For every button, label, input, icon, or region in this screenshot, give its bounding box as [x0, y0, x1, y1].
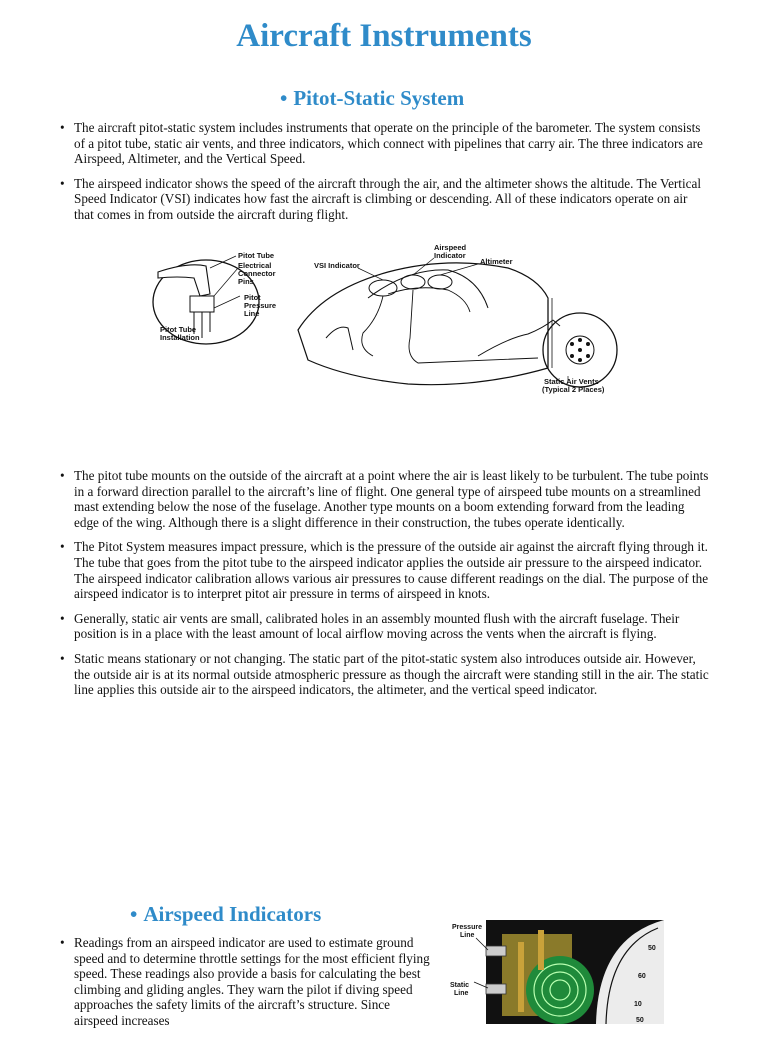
label-static-line-2: Line [454, 990, 469, 997]
section-heading-text: Airspeed Indicators [143, 902, 322, 926]
label-installation-1: Pitot Tube [160, 325, 197, 334]
dial-number: 10 [634, 1001, 642, 1008]
pressure-port [486, 946, 506, 956]
dial-number: 50 [636, 1017, 644, 1024]
bullet-item: • The airspeed indicator shows the speed of the aircraft through the air, and the altimeter shows the altitude. The Vertical Speed Indicator (VSI) indicates how fast the aircraft is climbing or descending. All of these indicators operate on air that comes in from outside the aircraft during flight. [60, 176, 710, 223]
label-electrical-3: Pins [238, 277, 254, 286]
bullet-item: • Readings from an airspeed indicator are used to estimate ground speed and to determine throttle settings for the most efficient flying speed. These readings also provide a basis for calculating the best climbing and gliding angles. They warn the pilot if diving speed approaches the safety limits of the aircraft’s structure. Since airspeed increases [60, 935, 430, 1029]
pitot-static-diagram [148, 238, 628, 406]
airspeed-indicator-diagram [448, 918, 668, 1024]
pitot-tube-shape [158, 265, 210, 296]
connector-block [190, 296, 214, 312]
label-altimeter: Altimeter [480, 257, 513, 266]
label-vsi: VSI Indicator [314, 261, 360, 270]
pitot-static-more-bullets [60, 468, 710, 707]
label-electrical-2: Connector [238, 269, 276, 278]
fuselage-outline [298, 263, 548, 385]
label-static-vents-2: (Typical 2 Places) [542, 385, 605, 394]
altimeter-gauge [428, 275, 452, 289]
section-heading-airspeed [130, 902, 321, 927]
label-pressure-line-2: Line [460, 932, 475, 939]
section-heading-text: Pitot-Static System [293, 86, 465, 110]
dial-number: 50 [648, 945, 656, 952]
label-pressure-line-1: Pressure [452, 924, 482, 931]
heading-bullet: • [280, 86, 288, 110]
bullet-item: • Generally, static air vents are small, calibrated holes in an assembly mounted flush with the aircraft fuselage. Their position is in a place with the least amount of local airflow moving across the vents when the aircraft is flying. [60, 611, 710, 642]
static-line [409, 290, 538, 363]
label-static-vents-1: Static Air Vents [544, 377, 599, 386]
label-electrical-1: Electrical [238, 261, 272, 270]
bullet-item: • Static means stationary or not changing. The static part of the pitot-static system also introduces outside air. However, the outside air is at its normal outside atmospheric pressure as though the aircraft were standing still in the air. The static line applies this outside air to the airspeed indicators, the altimeter, and the vertical speed indicator. [60, 651, 710, 698]
label-airspeed-1: Airspeed [434, 243, 467, 252]
page-title: Aircraft Instruments [236, 18, 532, 54]
bullet-item: • The pitot tube mounts on the outside of the aircraft at a point where the air is least likely to be turbulent. The tube points in a forward direction parallel to the aircraft’s line of flight. One general type of airspeed tube mounts on a streamlined mast extending below the nose of the fuselage. Another type mounts on a boom extending forward from the leading edge of the wing. Although there is a slight difference in their construction, the tubes operate identically. [60, 468, 710, 530]
pitot-static-bullets [60, 120, 710, 232]
heading-bullet: • [130, 902, 138, 926]
dial-number: 60 [638, 973, 646, 980]
gauge-diaphragm [526, 956, 594, 1024]
label-pitot-pressure-1: Pitot [244, 293, 261, 302]
label-airspeed-2: Indicator [434, 251, 466, 260]
label-pitot-pressure-2: Pressure [244, 301, 277, 310]
static-port [486, 984, 506, 994]
section-heading-pitot-static [280, 86, 464, 111]
label-pitot-tube: Pitot Tube [238, 251, 275, 260]
bullet-item: • The aircraft pitot-static system includes instruments that operate on the principle of the barometer. The system consists of a pitot tube, static air vents, and three indicators, which connect with pipelines that carry air. The three indicators are Airspeed, Altimeter, and the Vertical Speed. [60, 120, 710, 167]
bullet-item: • The Pitot System measures impact pressure, which is the pressure of the outside air against the aircraft flying through it. The tube that goes from the pitot tube to the airspeed indicator applies the outside air pressure to the airspeed indicator. The airspeed indicator calibration allows various air pressures to cause different readings on the dial. The purpose of the airspeed indicator is to interpret pitot air pressure in terms of airspeed in knots. [60, 539, 710, 601]
label-pitot-pressure-3: Line [244, 309, 260, 318]
airspeed-gauge [401, 275, 425, 289]
airspeed-bullets [60, 935, 430, 1038]
label-installation-2: Installation [160, 333, 200, 342]
label-static-line-1: Static [450, 982, 470, 989]
